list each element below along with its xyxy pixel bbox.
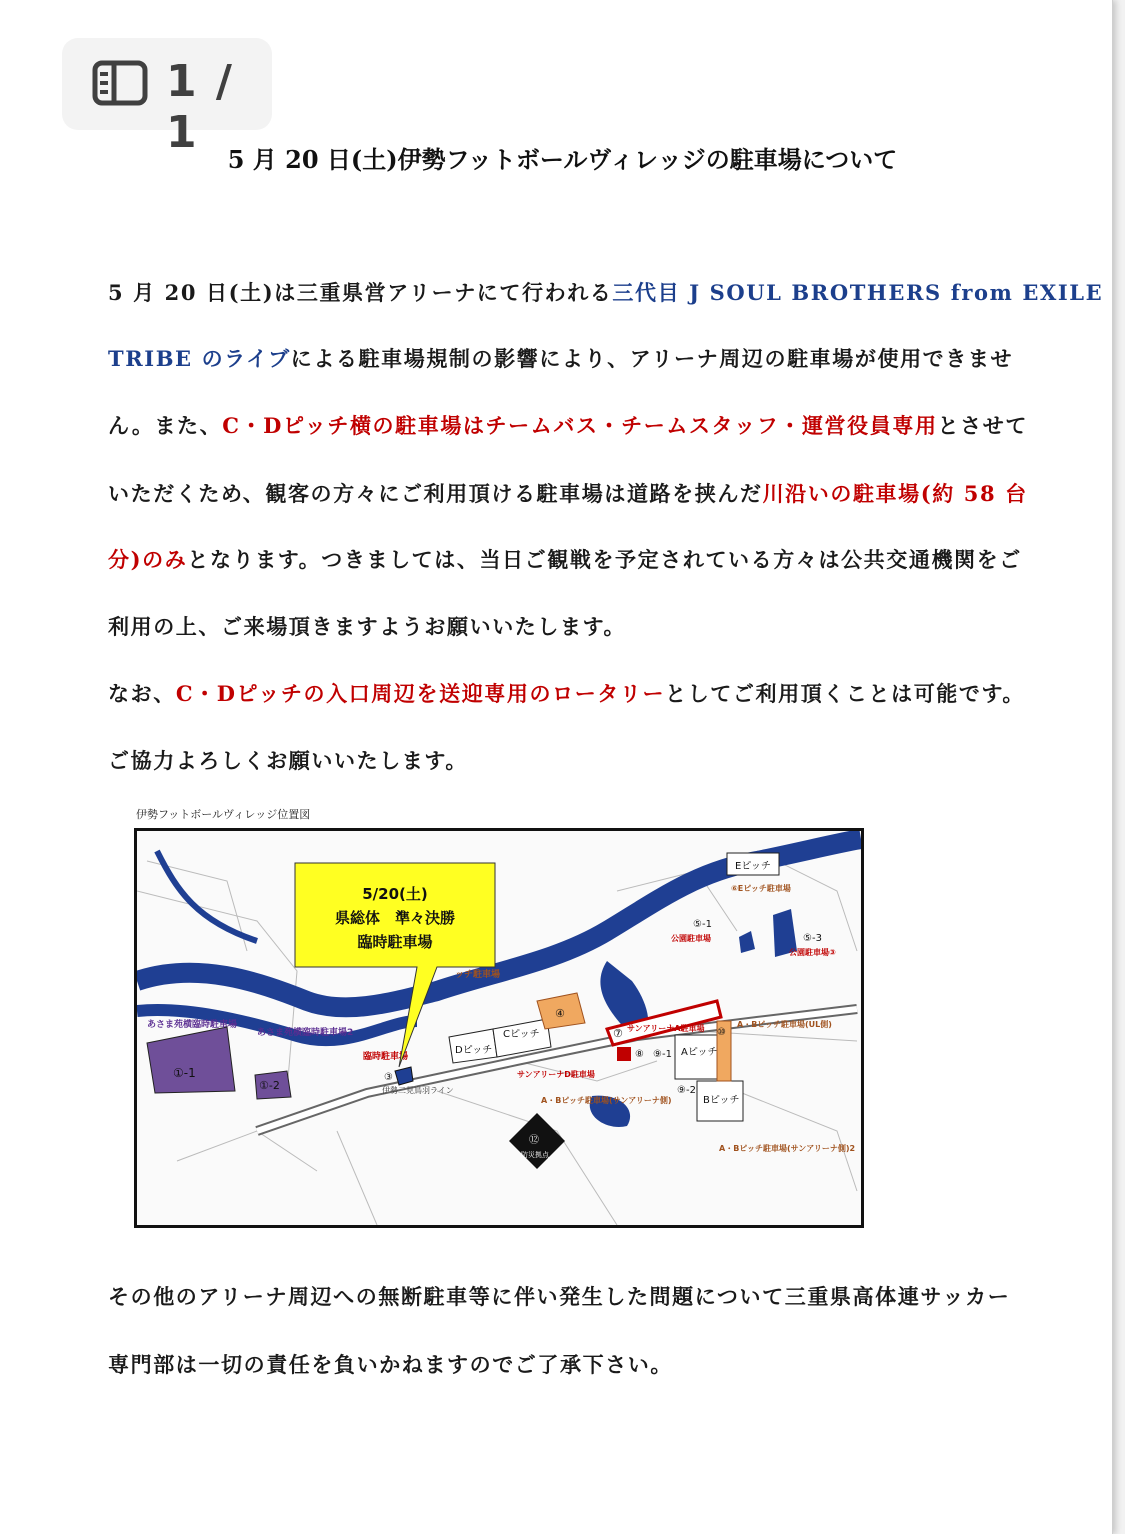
map-label-park3: ⑤-3 [803, 933, 822, 944]
body-line: なお、C・Dピッチの入口周辺を送迎専用のロータリーとしてご利用頂くことは可能です。 [108, 681, 1026, 706]
map-label-asama1: あさま苑横臨時駐車場 [147, 1020, 238, 1030]
body-line: TRIBE のライブによる駐車場規制の影響により、アリーナ周辺の駐車場が使用できませ [108, 346, 1014, 371]
map-label-sun-d: サンアリーナD駐車場 [517, 1070, 595, 1079]
map-label-c-pitch: Cピッチ [503, 1029, 540, 1040]
map-label-lot3: ③ [384, 1072, 393, 1083]
page-number: 1 / 1 [166, 56, 235, 158]
page-title: 5 月 20 日(土)伊勢フットボールヴィレッジの駐車場について [227, 145, 898, 174]
map-label-ab-sun2: A・Bピッチ駐車場(サンアリーナ側)2 [719, 1144, 856, 1153]
map-label-c-pitch-parking: ッチ駐車場 [455, 970, 501, 980]
body-line: いただくため、観客の方々にご利用頂ける駐車場は道路を挟んだ川沿いの駐車場(約 58 台 [108, 481, 1028, 506]
map-label-asama2: あさま苑横臨時駐車場2 [257, 1028, 354, 1038]
body-line: 5 月 20 日(土)は三重県営アリーナにて行われる三代目 J SOUL BROTHERS from EXILE [108, 280, 1104, 305]
body-line: 利用の上、ご来場頂きますようお願いいたします。 [108, 614, 627, 639]
map-label-park1-name: 公園駐車場 [671, 934, 711, 943]
map-label-ab-ul: A・Bピッチ駐車場(UL側) [737, 1020, 832, 1029]
closing-line: 専門部は一切の責任を負いかねますのでご了承下さい。 [108, 1352, 673, 1377]
map-label-lot1-1: ①-1 [173, 1066, 196, 1080]
map-label-lot12: ⑫ [529, 1135, 539, 1146]
sidebar-icon[interactable] [92, 60, 148, 106]
event-name-cont: TRIBE のライブ [108, 346, 291, 371]
callout-parking: 臨時駐車場 [357, 933, 433, 951]
map-label-d-pitch: Dピッチ [455, 1045, 493, 1056]
map-label-lot8: ⑧ [635, 1049, 644, 1060]
map-label-lot9-1: ⑨-1 [653, 1049, 672, 1060]
event-name: 三代目 J SOUL BROTHERS from EXILE [612, 280, 1104, 305]
map-label-lot1-2: ①-2 [259, 1079, 280, 1092]
map-caption: 伊勢フットボールヴィレッジ位置図 [136, 808, 311, 821]
body-line: ん。また、C・Dピッチ横の駐車場はチームバス・チームスタッフ・運営役員専用とさせて [108, 413, 1028, 438]
map-label-a-pitch: Aピッチ [681, 1047, 718, 1058]
callout-event: 県総体 準々決勝 [334, 909, 456, 927]
map-label-road: 伊勢二見鳥羽ライン [382, 1086, 454, 1095]
river-parking: 川沿いの駐車場(約 58 台 [762, 481, 1028, 506]
restricted-parking: C・Dピッチ横の駐車場はチームバス・チームスタッフ・運営役員専用 [222, 413, 938, 438]
body-line: 分)のみとなります。つきましては、当日ご観戦を予定されている方々は公共交通機関をご [108, 547, 1022, 572]
map-label-disaster: 防災拠点 [521, 1151, 549, 1159]
body-line: ご協力よろしくお願いいたします。 [108, 748, 468, 773]
map-label-lot10: ⑩ [717, 1027, 726, 1038]
callout-date: 5/20(土) [362, 885, 428, 903]
map-label-park1: ⑤-1 [693, 919, 712, 930]
page-indicator[interactable] [62, 38, 272, 158]
map-label-e-pitch: Eピッチ [735, 861, 771, 872]
map-label-park3-name: 公園駐車場③ [789, 948, 836, 957]
map-label-lot4: ④ [555, 1007, 565, 1020]
map-label-e-parking: ⑥Eピッチ駐車場 [731, 884, 791, 893]
map-label-b-pitch: Bピッチ [703, 1095, 740, 1106]
map-label-lot9-2: ⑨-2 [677, 1085, 696, 1096]
closing-line: その他のアリーナ周辺への無断駐車等に伴い発生した問題について三重県高体連サッカー [108, 1284, 1011, 1309]
rotary-note: C・Dピッチの入口周辺を送迎専用のロータリー [175, 681, 666, 706]
map-label-temp: 臨時駐車場 [363, 1052, 409, 1062]
location-map [134, 828, 864, 1228]
map-label-ab-sun: A・Bピッチ駐車場(サンアリーナ側) [541, 1096, 672, 1105]
map-label-lot7: ⑦ [613, 1027, 623, 1040]
map-label-sun-a: サンアリーナA駐車場 [627, 1024, 705, 1033]
